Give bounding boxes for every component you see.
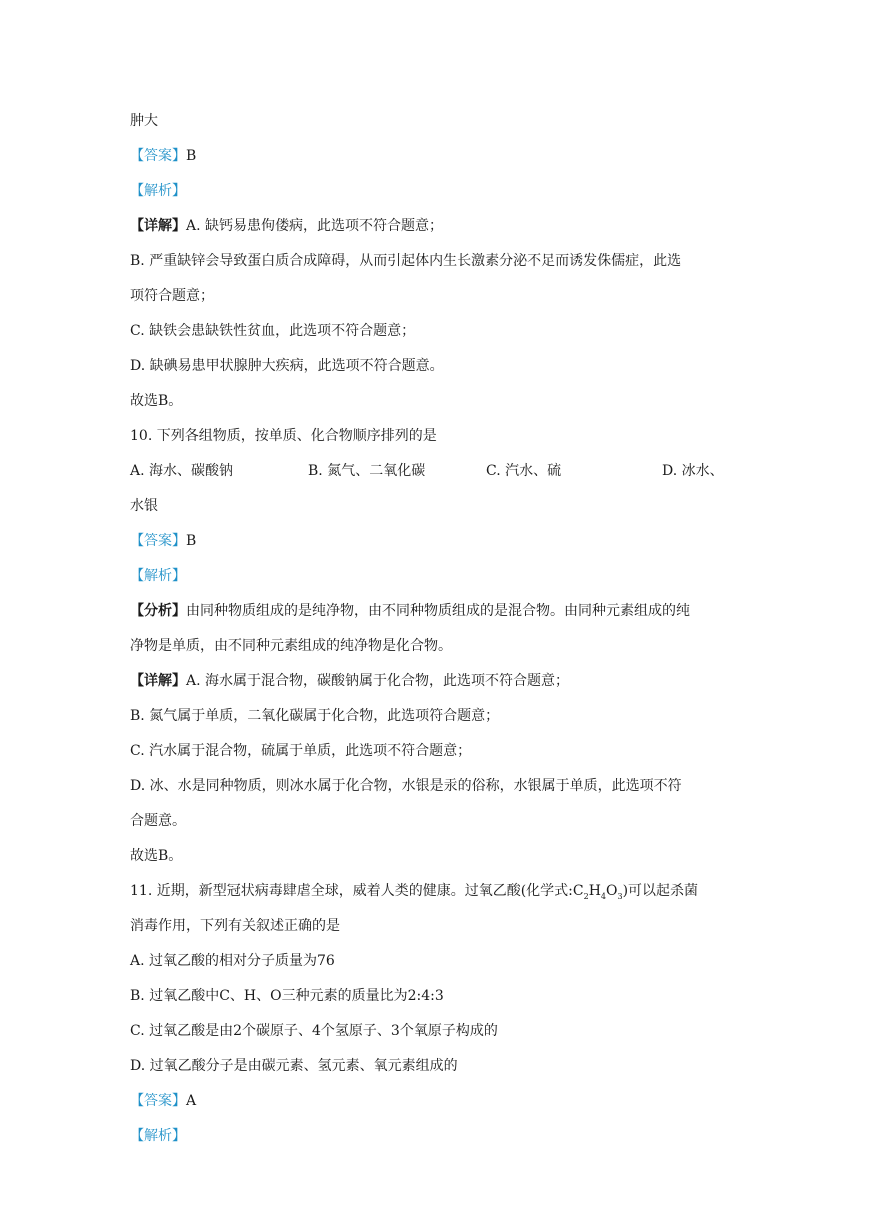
text-line: 项符合题意；	[130, 288, 214, 304]
option-c: C. 过氧乙酸是由2个碳原子、4个氢原子、3个氧原子构成的	[130, 1023, 498, 1039]
text-line: 净物是单质，由不同种元素组成的纯净物是化合物。	[130, 638, 452, 654]
question-11: 11. 近期，新型冠状病毒肆虐全球，威着人类的健康。过氧乙酸(化学式$:C_2H_4O_3$)可以起杀菌	[130, 883, 699, 901]
option-b: B. 氮气、二氧化碳	[308, 463, 426, 479]
text-line: 故选B。	[130, 848, 183, 864]
detail-line: 【详解】A. 缺钙易患佝偻病，此选项不符合题意；	[130, 218, 444, 234]
question-10-options	[130, 460, 740, 495]
answer-tag: 【答案】	[130, 1093, 186, 1109]
option-b: B. 过氧乙酸中C、H、O三种元素的质量比为2:4:3	[130, 988, 444, 1004]
text-line: B. 氮气属于单质，二氧化碳属于化合物，此选项符合题意；	[130, 708, 500, 724]
analysis-sub-tag: 【分析】	[130, 603, 186, 619]
analysis-tag: 【解析】	[130, 183, 186, 199]
option-c: C. 汽水、硫	[486, 463, 562, 479]
option-d: D. 冰水、	[662, 463, 724, 479]
answer-line	[130, 1090, 740, 1125]
text-line: C. 汽水属于混合物，硫属于单质，此选项不符合题意；	[130, 743, 472, 759]
analysis-tag-line	[130, 180, 740, 215]
text-line: 肿大	[130, 113, 158, 129]
text-line: D. 缺碘易患甲状腺肿大疾病，此选项不符合题意。	[130, 358, 444, 374]
answer-value: B	[186, 148, 197, 164]
text-line: D. 冰、水是同种物质，则冰水属于化合物，水银是汞的俗称，水银属于单质，此选项不符	[130, 778, 682, 794]
document-page	[130, 110, 740, 1160]
text-line: C. 缺铁会患缺铁性贫血，此选项不符合题意；	[130, 323, 416, 339]
analysis-line: 【分析】由同种物质组成的是纯净物，由不同种物质组成的是混合物。由同种元素组成的纯	[130, 603, 690, 619]
answer-line	[130, 530, 740, 565]
answer-line	[130, 145, 740, 180]
analysis-tag-line	[130, 1125, 740, 1160]
analysis-tag: 【解析】	[130, 568, 186, 584]
option-a: A. 海水、碳酸钠	[130, 463, 234, 479]
text-line: 合题意。	[130, 813, 186, 829]
text-line: 故选B。	[130, 393, 183, 409]
analysis-tag-line	[130, 565, 740, 600]
answer-value: B	[186, 533, 197, 549]
option-a: A. 过氧乙酸的相对分子质量为76	[130, 953, 335, 969]
analysis-tag: 【解析】	[130, 1128, 186, 1144]
answer-tag: 【答案】	[130, 148, 186, 164]
detail-tag: 【详解】	[130, 218, 186, 234]
text-line: B. 严重缺锌会导致蛋白质合成障碍，从而引起体内生长激素分泌不足而诱发侏儒症，此选	[130, 253, 682, 269]
option-d: D. 过氧乙酸分子是由碳元素、氢元素、氧元素组成的	[130, 1058, 458, 1074]
text-line: 消毒作用，下列有关叙述正确的是	[130, 918, 340, 934]
answer-value: A	[186, 1093, 197, 1109]
question-10: 10. 下列各组物质，按单质、化合物顺序排列的是	[130, 428, 437, 444]
option-d-continued: 水银	[130, 498, 158, 514]
detail-line: 【详解】A. 海水属于混合物，碳酸钠属于化合物，此选项不符合题意；	[130, 673, 570, 689]
detail-tag: 【详解】	[130, 673, 186, 689]
answer-tag: 【答案】	[130, 533, 186, 549]
